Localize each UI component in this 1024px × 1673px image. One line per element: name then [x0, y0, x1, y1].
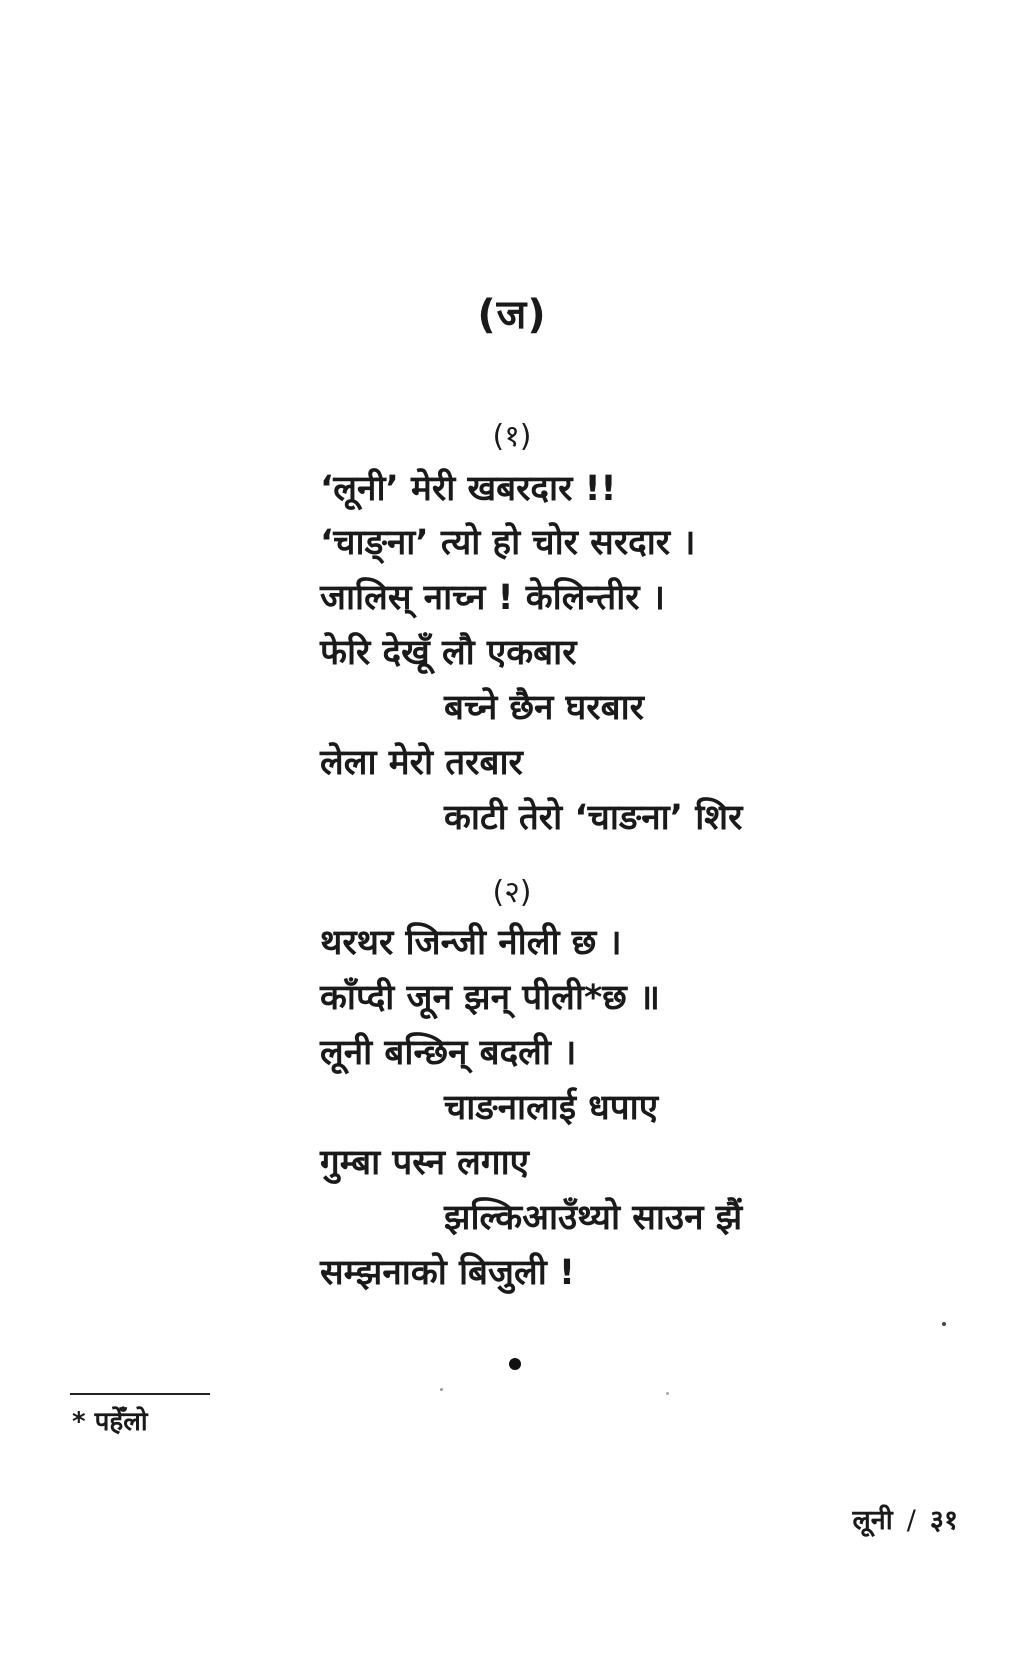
scan-speck — [440, 1388, 443, 1391]
verse-line: थरथर जिन्जी नीली छ । — [320, 923, 622, 963]
verse-line: ‘चाङ्ना’ त्यो हो चोर सरदार । — [320, 523, 696, 563]
chapter-title: (ज) — [477, 292, 547, 338]
footnote-divider — [70, 1393, 210, 1395]
verse-line: लूनी बन्छिन् बदली । — [320, 1033, 577, 1073]
verse-line: झल्किआउँथ्यो साउन झैं — [444, 1198, 743, 1238]
footer-book-title: लूनी — [852, 1505, 893, 1536]
verse-line: काँप्दी जून झन् पीली*छ ॥ — [320, 978, 660, 1018]
verse-line: गुम्बा पस्न लगाए — [320, 1143, 530, 1183]
section-number: (२) — [492, 875, 532, 910]
verse-line: ‘लूनी’ मेरी खबरदार !! — [320, 469, 617, 509]
section-number: (१) — [492, 419, 532, 454]
verse-line: सम्झनाको बिजुली ! — [320, 1253, 575, 1293]
page-footer — [853, 1500, 959, 1537]
verse-line: जालिस् नाच्न ! केलिन्तीर । — [320, 578, 666, 618]
scan-speck — [942, 1322, 946, 1326]
verse-line: बच्ने छैन घरबार — [444, 688, 644, 728]
verse-line: फेरि देखूँ लौ एकबार — [320, 633, 577, 673]
footnote: * पहेँलो — [72, 1407, 148, 1437]
verse-line: काटी तेरो ‘चाङना’ शिर — [444, 798, 743, 838]
verse-line: लेला मेरो तरबार — [320, 743, 523, 783]
section-end-dot — [509, 1358, 521, 1370]
footer-separator: / — [906, 1505, 916, 1536]
scan-speck — [666, 1392, 669, 1395]
verse-line: चाङनालाई धपाए — [444, 1088, 659, 1128]
page-number: ३१ — [929, 1505, 958, 1536]
